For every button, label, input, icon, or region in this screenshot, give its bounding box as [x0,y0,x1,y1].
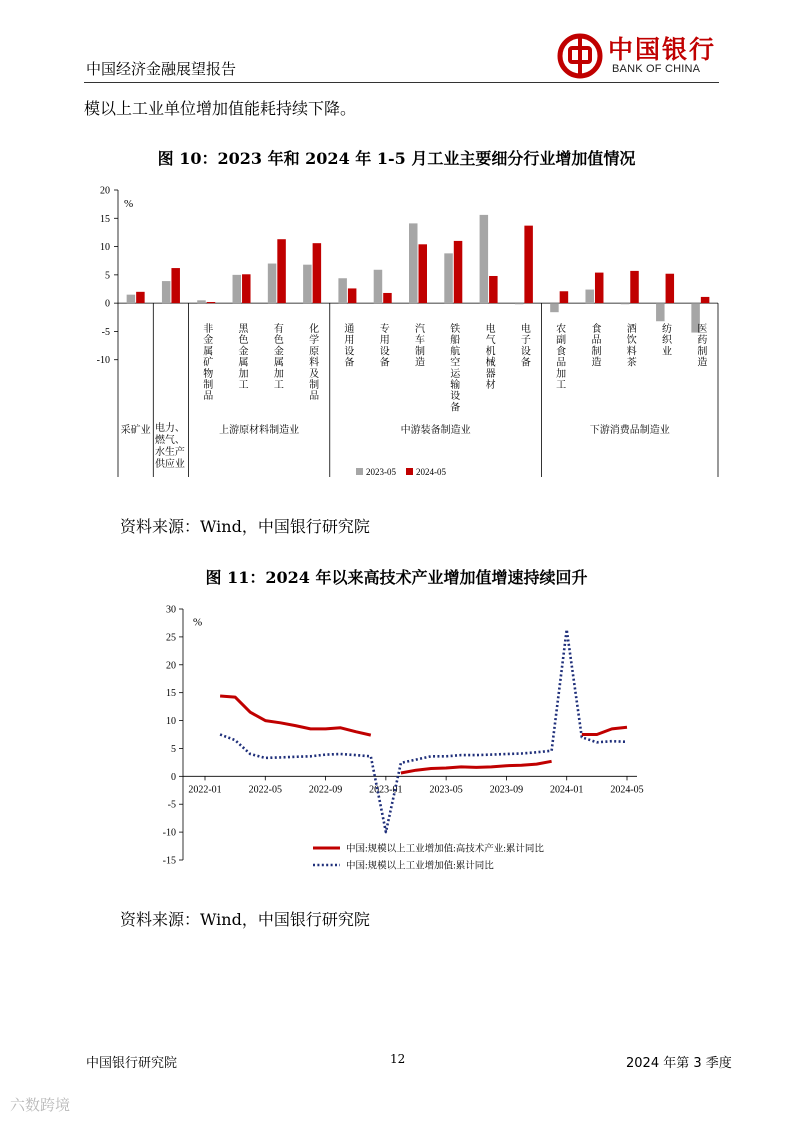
x-tick-label: 2024-01 [550,784,584,796]
y-tick-label: 30 [166,604,176,616]
bar-2023-05 [127,295,136,303]
bar-2024-05 [454,241,463,303]
y-tick-label: 15 [166,688,176,700]
figure-11-line-chart [150,600,670,885]
bar-2023-05 [656,303,665,321]
category-label: 食品制造 [591,324,602,369]
y-tick-label: 0 [105,298,110,310]
figure-10-bar-chart [88,182,728,482]
x-tick-label: 2022-09 [308,784,343,796]
logo-english-name: BANK OF CHINA [612,63,701,75]
x-tick-label: 2023-09 [489,784,524,796]
category-label: 电子设备 [520,324,531,369]
y-tick-label: -10 [96,355,110,367]
category-label: 通用设备 [344,324,355,369]
bar-2024-05 [136,292,145,303]
series-line-industrial [220,630,627,833]
bar-2024-05 [383,293,392,303]
bar-2024-05 [701,297,710,303]
legend-label: 中国:规模以上工业增加值:高技术产业:累计同比 [346,844,544,855]
group-label: 下游消费品制造业 [589,425,670,436]
bar-2023-05 [338,278,347,303]
figure-11-title: 图 11：2024 年以来高技术产业增加值增速持续回升 [205,568,588,587]
bar-2024-05 [560,291,569,303]
bar-2024-05 [419,244,428,303]
logo-chinese-name: 中国银行 [608,35,717,64]
y-tick-label: 10 [166,716,176,728]
y-tick-label: 0 [171,771,176,783]
category-label: 有色金属加工 [273,324,284,391]
category-label: 酒饮料茶 [626,324,637,369]
bar-2023-05 [197,300,206,303]
y-unit-label: % [193,616,203,629]
bar-2023-05 [480,215,489,303]
y-unit-label: % [124,197,134,210]
category-label: 纺织业 [662,324,673,358]
category-label: 专用设备 [379,324,390,369]
y-tick-label: 20 [166,660,176,672]
figure-10-source: 资料来源：Wind，中国银行研究院 [120,517,370,536]
y-tick-label: -5 [167,799,176,811]
bar-2023-05 [162,281,171,303]
bar-2024-05 [313,243,322,303]
y-tick-label: 5 [171,743,176,755]
bar-2024-05 [242,274,251,303]
category-label: 非金属矿物制品 [203,324,214,403]
bar-2024-05 [489,276,498,303]
legend-swatch [406,468,413,475]
bar-2024-05 [277,239,286,303]
category-label: 黑色金属加工 [238,324,249,391]
legend-swatch [356,468,363,475]
series-line-high-tech [220,696,627,773]
x-tick-label: 2024-05 [610,784,644,796]
category-label: 医药制造 [697,324,708,369]
group-label: 中游装备制造业 [400,425,471,436]
legend-label: 中国:规模以上工业增加值:累计同比 [346,861,494,872]
footer-period: 2024 年第 3 季度 [626,1056,732,1071]
bar-2024-05 [595,273,604,304]
group-label: 上游原材料制造业 [219,425,300,436]
category-label: 铁船航空运输设备 [450,324,461,414]
y-tick-label: -15 [162,855,176,867]
figure-10-title: 图 10：2023 年和 2024 年 1-5 月工业主要细分行业增加值情况 [157,149,636,168]
bar-2024-05 [348,288,357,303]
x-tick-label: 2022-05 [248,784,282,796]
footer-organization: 中国银行研究院 [86,1056,178,1071]
bar-2023-05 [515,303,524,304]
group-label: 电力、燃气、水生产供应业 [154,423,185,470]
legend-label: 2024-05 [416,467,446,477]
bar-2023-05 [268,264,277,304]
y-tick-label: 15 [100,213,110,225]
bar-2023-05 [550,303,559,312]
y-tick-label: 10 [100,242,110,254]
legend-label: 2023-05 [366,467,396,477]
category-label: 农副食品加工 [556,324,567,391]
bar-2024-05 [524,226,533,304]
bar-2023-05 [409,223,418,303]
bar-2023-05 [621,303,630,304]
x-tick-label: 2022-01 [188,784,222,796]
bar-2023-05 [444,253,453,303]
body-paragraph: 模以上工业单位增加值能耗持续下降。 [84,99,357,118]
y-tick-label: 5 [105,270,110,282]
y-tick-label: 25 [166,632,176,644]
x-tick-label: 2023-01 [369,784,403,796]
bar-2024-05 [207,302,216,303]
bar-2024-05 [630,271,639,303]
y-tick-label: 20 [100,185,110,197]
bar-2024-05 [666,274,675,303]
page-number: 12 [390,1052,406,1066]
category-label: 电气机械器材 [485,324,496,391]
header-divider [84,82,719,83]
bar-2024-05 [171,268,180,303]
bar-2023-05 [303,265,312,303]
x-tick-label: 2023-05 [429,784,463,796]
boc-emblem-icon [556,33,604,79]
bar-2023-05 [585,290,594,304]
category-label: 汽车制造 [415,324,425,369]
y-tick-label: -10 [162,827,176,839]
bar-2023-05 [374,270,383,303]
y-tick-label: -5 [101,326,110,338]
bar-2023-05 [233,275,242,303]
header-title: 中国经济金融展望报告 [86,60,237,78]
category-label: 化学原料及制品 [309,324,320,403]
group-label: 采矿业 [120,425,151,436]
watermark: 六数跨境 [10,1096,71,1114]
figure-11-source: 资料来源：Wind，中国银行研究院 [120,910,370,929]
